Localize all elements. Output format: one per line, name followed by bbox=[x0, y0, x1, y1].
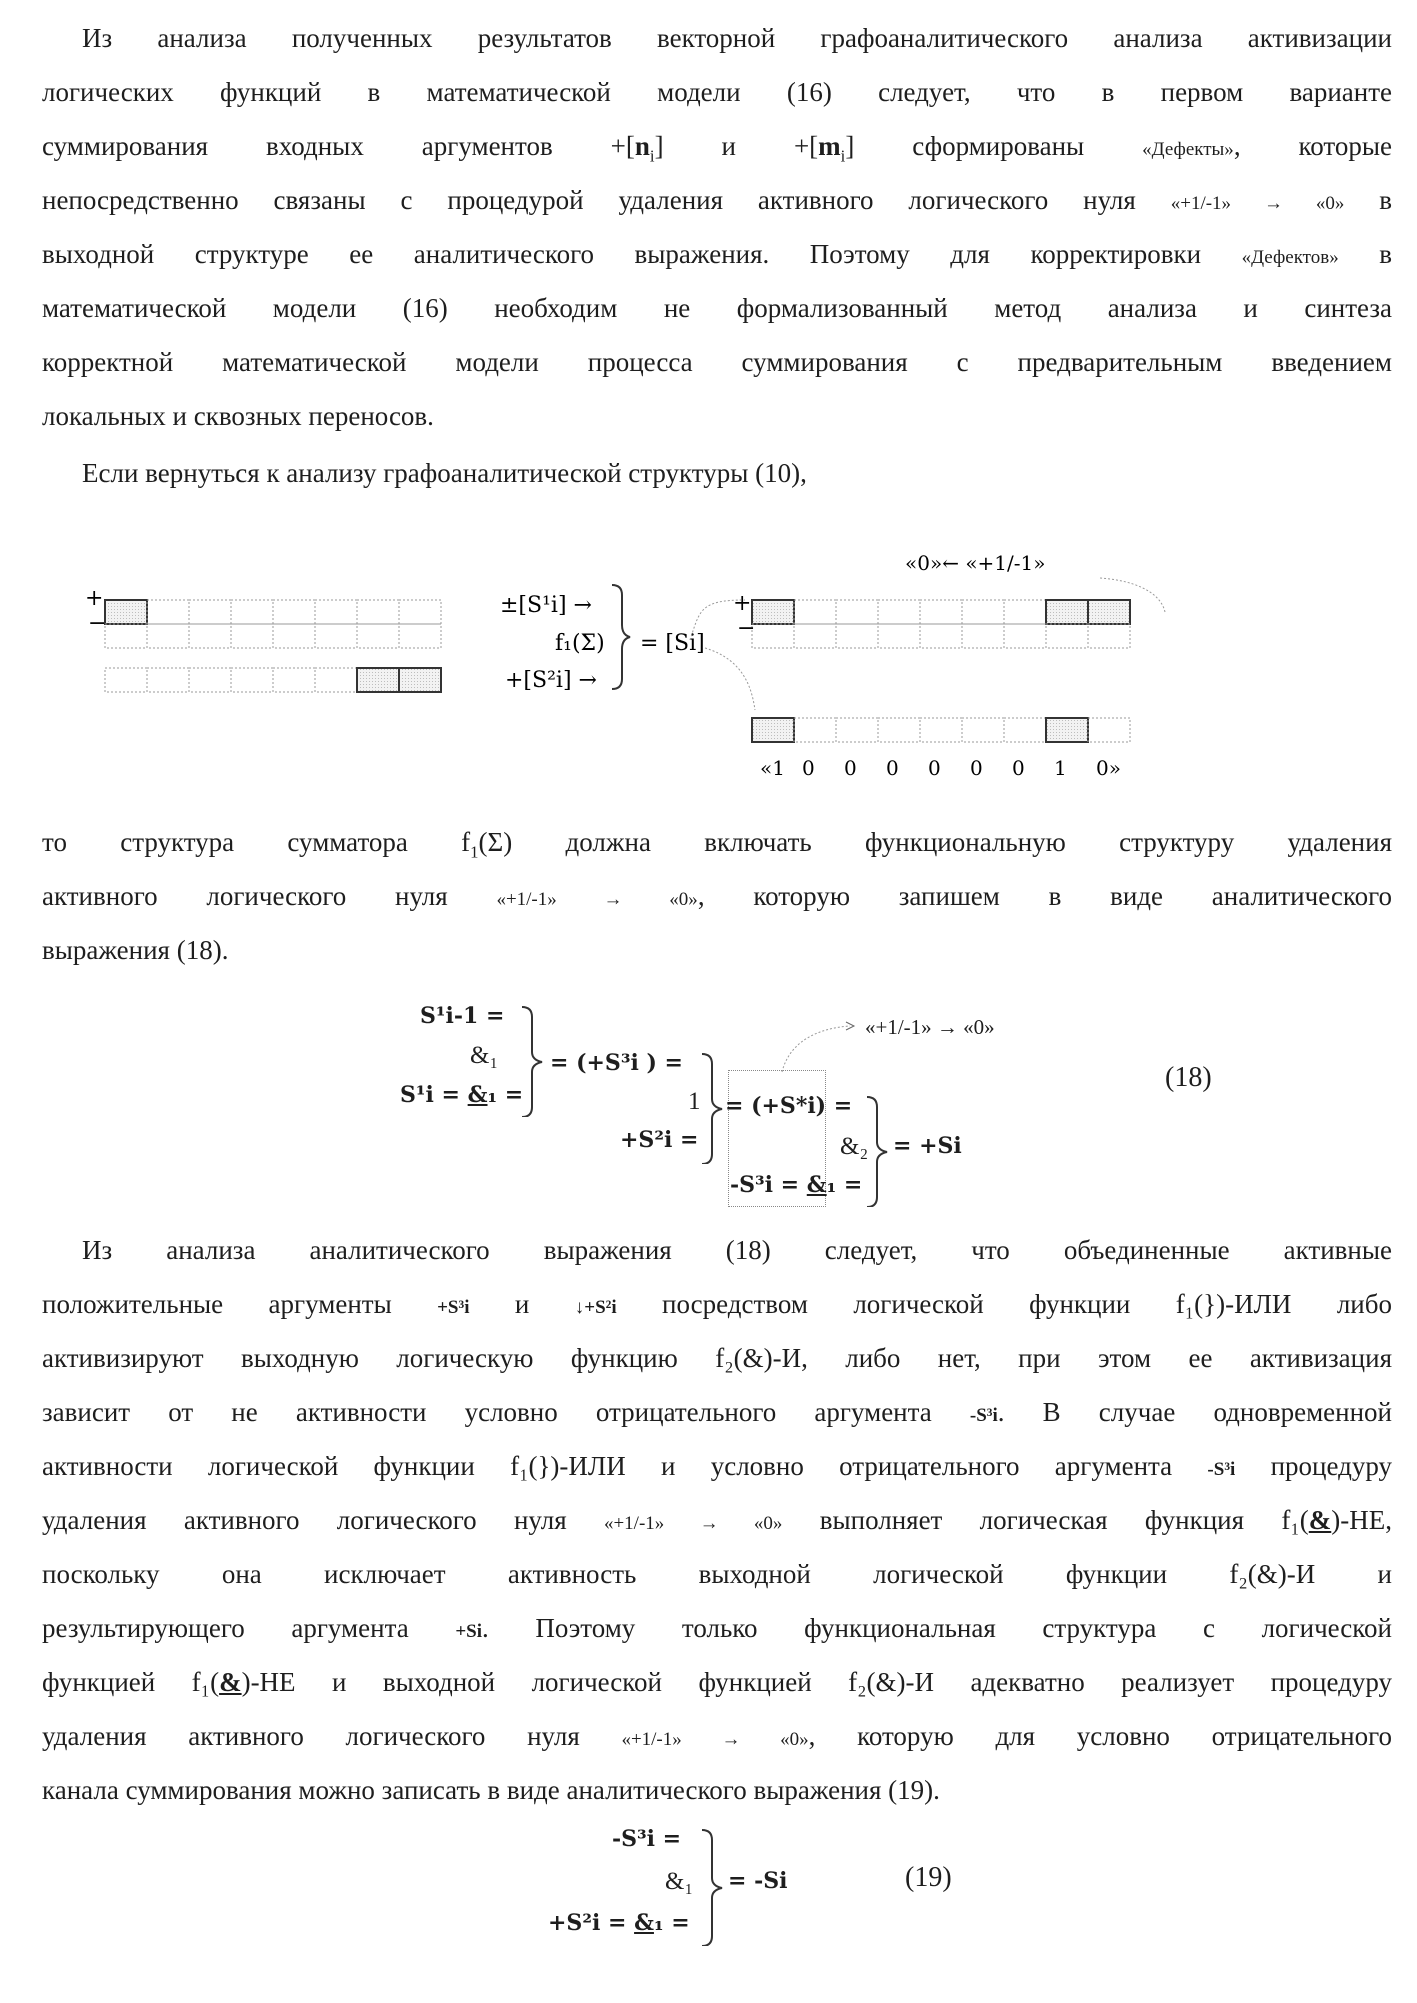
register-cell bbox=[1088, 600, 1130, 624]
register-cell bbox=[1046, 718, 1088, 742]
register-cell bbox=[878, 624, 920, 648]
register-cell bbox=[399, 668, 441, 692]
underlined-amp: & bbox=[634, 1910, 654, 1936]
eq-operator: &₂ bbox=[840, 1133, 868, 1161]
text-line: Из анализа аналитического выражения (18) следует, что объединенные активные bbox=[82, 1230, 1392, 1270]
text: результирующего аргумента bbox=[42, 1613, 455, 1643]
text: f bbox=[461, 827, 470, 857]
register-cell bbox=[752, 600, 794, 624]
register-cell bbox=[794, 600, 836, 624]
plus-sign: + bbox=[733, 591, 751, 616]
register-si bbox=[752, 600, 1130, 648]
eq-operator: 1 bbox=[688, 1088, 701, 1116]
underlined-amp: & bbox=[219, 1667, 242, 1697]
text: активного логического нуля bbox=[42, 881, 496, 911]
text-line: выражения (18). bbox=[42, 930, 1392, 970]
text: удаления активного логического нуля bbox=[42, 1505, 604, 1535]
zero-annotation: «0»← «+1/-1» bbox=[905, 551, 1046, 575]
text-line: Из анализа полученных результатов векторной графоаналитического анализа активизации bbox=[82, 18, 1392, 58]
input-s1-label: ±[S¹i] → bbox=[500, 593, 592, 618]
argument: +S³i bbox=[437, 1297, 469, 1318]
brace bbox=[865, 1095, 895, 1207]
text: непосредственно связаны с процедурой удаления активного логического нуля bbox=[42, 185, 1171, 215]
eq-term bbox=[548, 1910, 690, 1936]
text: . В случае одновременной bbox=[998, 1397, 1392, 1427]
eq-term bbox=[400, 1082, 523, 1108]
text-line: корректной математической модели процесса суммирования с предварительным введением bbox=[42, 342, 1392, 382]
text: )-НЕ и выходной логической функцией f₂(&)-И адекватно реализует процедуру bbox=[242, 1667, 1392, 1697]
eq-term: S¹i-1 = bbox=[420, 1003, 504, 1029]
register-cell bbox=[399, 600, 441, 624]
register-cell bbox=[105, 624, 147, 648]
text: зависит от не активности условно отрицательного аргумента bbox=[42, 1397, 970, 1427]
text: +[ bbox=[794, 131, 818, 161]
zero-notation: «+1/-1» → «0» bbox=[1171, 193, 1345, 214]
result-bit: 0 bbox=[802, 756, 815, 780]
text-line: математической модели (16) необходим не формализованный метод анализа и синтеза bbox=[42, 288, 1392, 328]
text-line bbox=[42, 126, 1392, 176]
eq-term: = (+S*i) = bbox=[725, 1093, 852, 1119]
underlined-amp: & bbox=[468, 1082, 488, 1108]
text: . Поэтому только функциональная структура с логической bbox=[482, 1613, 1392, 1643]
text-line bbox=[42, 822, 1392, 872]
result-bit: «1 bbox=[760, 756, 785, 780]
text: ₁ = bbox=[654, 1910, 690, 1936]
register-cell bbox=[315, 600, 357, 624]
register-cell bbox=[794, 718, 836, 742]
text: процедуру bbox=[1235, 1451, 1392, 1481]
quote-defects: «Дефектов» bbox=[1242, 247, 1339, 268]
register-cell bbox=[878, 718, 920, 742]
text: должна включать функциональную структуру удаления bbox=[512, 827, 1392, 857]
underlined-amp: & bbox=[807, 1172, 827, 1198]
register-cell bbox=[357, 600, 399, 624]
argument: -S³i bbox=[970, 1405, 998, 1426]
text-line bbox=[42, 1662, 1392, 1702]
register-cell bbox=[189, 600, 231, 624]
text: , которую запишем в виде аналитического bbox=[698, 881, 1392, 911]
argument: ↓+S²i bbox=[575, 1297, 617, 1318]
text: и bbox=[664, 131, 794, 161]
text-line bbox=[42, 1284, 1392, 1328]
register-cell bbox=[147, 668, 189, 692]
register-cell bbox=[752, 624, 794, 648]
register-cell bbox=[189, 668, 231, 692]
text: (Σ) bbox=[479, 827, 513, 857]
subscript: 1 bbox=[470, 842, 478, 861]
register-cell bbox=[147, 624, 189, 648]
text-line bbox=[42, 1500, 1392, 1544]
register-cell bbox=[878, 600, 920, 624]
result-bit: 0» bbox=[1096, 756, 1121, 780]
text: активности логической функции f₁(})-ИЛИ и условно отрицательного аргумента bbox=[42, 1451, 1207, 1481]
zero-notation: «+1/-1» → «0» bbox=[604, 1513, 782, 1534]
register-result bbox=[752, 718, 1130, 742]
text-line bbox=[42, 1392, 1392, 1436]
register-cell bbox=[273, 668, 315, 692]
text-line: активизируют выходную логическую функцию f₂(&)-И, либо нет, при этом ее активизация bbox=[42, 1338, 1392, 1378]
brace bbox=[520, 1005, 550, 1117]
text: -S³i = bbox=[730, 1172, 807, 1198]
text: посредством логической функции f₁(})-ИЛИ либо bbox=[617, 1289, 1392, 1319]
text-line bbox=[42, 1446, 1392, 1490]
eq-operator: &₁ bbox=[665, 1868, 693, 1896]
symbol-m: m bbox=[818, 131, 841, 161]
register-s2 bbox=[105, 668, 441, 692]
register-cell bbox=[105, 600, 147, 624]
register-cell bbox=[357, 668, 399, 692]
text: +S²i = bbox=[548, 1910, 634, 1936]
result-bit: 0 bbox=[1012, 756, 1025, 780]
text: ] bbox=[845, 131, 854, 161]
subscript: i bbox=[650, 146, 655, 165]
register-cell bbox=[836, 718, 878, 742]
register-cell bbox=[920, 600, 962, 624]
text-line bbox=[42, 1716, 1392, 1760]
plus-sign: + bbox=[85, 586, 103, 611]
text: в bbox=[1344, 185, 1392, 215]
equation-number: (18) bbox=[1165, 1062, 1212, 1094]
register-cell bbox=[794, 624, 836, 648]
text: )-НЕ, bbox=[1331, 1505, 1392, 1535]
register-cell bbox=[1046, 600, 1088, 624]
eq-result: = +Si bbox=[893, 1133, 962, 1159]
register-cell bbox=[920, 624, 962, 648]
text: S¹i = bbox=[400, 1082, 468, 1108]
brace bbox=[700, 1828, 730, 1946]
text-line bbox=[42, 234, 1392, 278]
text: в bbox=[1339, 239, 1392, 269]
text: сформированы bbox=[854, 131, 1142, 161]
text: то структура сумматора bbox=[42, 827, 461, 857]
register-cell bbox=[1088, 718, 1130, 742]
symbol-n: n bbox=[635, 131, 650, 161]
register-cell bbox=[962, 600, 1004, 624]
brace bbox=[612, 585, 630, 689]
text: ₁ = bbox=[488, 1082, 524, 1108]
argument: -S³i bbox=[1207, 1459, 1235, 1480]
result-bits bbox=[760, 756, 1121, 780]
text: +[ bbox=[611, 131, 635, 161]
result-bit: 1 bbox=[1054, 756, 1067, 780]
function-label: f₁(Σ) bbox=[555, 631, 605, 656]
zero-notation: «+1/-1» → «0» bbox=[496, 889, 697, 910]
text-line: канала суммирования можно записать в виде аналитического выражения (19). bbox=[42, 1770, 1392, 1810]
text: , которую для условно отрицательного bbox=[809, 1721, 1392, 1751]
register-cell bbox=[273, 624, 315, 648]
text-line: локальных и сквозных переносов. bbox=[42, 396, 1392, 436]
text-line: поскольку она исключает активность выходной логической функции f₂(&)-И и bbox=[42, 1554, 1392, 1594]
register-cell bbox=[1046, 624, 1088, 648]
paragraph-2: Если вернуться к анализу графоаналитической структуры (10), bbox=[82, 453, 1392, 493]
register-cell bbox=[962, 624, 1004, 648]
register-cell bbox=[147, 600, 189, 624]
equation-number: (19) bbox=[905, 1862, 952, 1894]
zero-notation: «+1/-1» → «0» bbox=[621, 1729, 808, 1750]
eq-result: = -Si bbox=[728, 1868, 787, 1894]
text-line bbox=[42, 876, 1392, 920]
register-cell bbox=[357, 624, 399, 648]
text: ₁ = bbox=[827, 1172, 863, 1198]
connector-arrow bbox=[705, 648, 755, 710]
register-cell bbox=[399, 624, 441, 648]
register-cell bbox=[1004, 600, 1046, 624]
register-cell bbox=[231, 668, 273, 692]
minus-sign: − bbox=[88, 611, 106, 636]
register-cell bbox=[189, 624, 231, 648]
eq-term: = (+S³i ) = bbox=[550, 1050, 683, 1076]
register-s1 bbox=[105, 600, 441, 648]
text-line: логических функций в математической модели (16) следует, что в первом варианте bbox=[42, 72, 1392, 112]
register-cell bbox=[315, 668, 357, 692]
text: выходной структуре ее аналитического выражения. Поэтому для корректировки bbox=[42, 239, 1242, 269]
eq-term bbox=[730, 1172, 862, 1198]
text: и bbox=[469, 1289, 574, 1319]
diagram-10 bbox=[0, 540, 1417, 790]
text: положительные аргументы bbox=[42, 1289, 437, 1319]
register-cell bbox=[1088, 624, 1130, 648]
register-cell bbox=[231, 624, 273, 648]
argument: +Si bbox=[455, 1621, 482, 1642]
register-cell bbox=[962, 718, 1004, 742]
text: ] bbox=[655, 131, 664, 161]
result-bit: 0 bbox=[970, 756, 983, 780]
annotation-arrow bbox=[780, 1020, 860, 1075]
register-cell bbox=[1004, 624, 1046, 648]
result-bit: 0 bbox=[886, 756, 899, 780]
zero-annotation: «+1/-1» → «0» bbox=[865, 1015, 995, 1040]
output-si-label: = [Si] bbox=[640, 631, 705, 656]
quote-defects: «Дефекты» bbox=[1142, 139, 1234, 160]
input-s2-label: +[S²i] → bbox=[505, 668, 597, 693]
text: функцией f₁( bbox=[42, 1667, 219, 1697]
text: , которые bbox=[1234, 131, 1392, 161]
underlined-amp: & bbox=[1309, 1505, 1332, 1535]
eq-term: -S³i = bbox=[612, 1826, 681, 1852]
text: суммирования входных аргументов bbox=[42, 131, 611, 161]
register-cell bbox=[836, 624, 878, 648]
subscript: i bbox=[841, 146, 846, 165]
text: выполняет логическая функция f₁( bbox=[782, 1505, 1308, 1535]
register-cell bbox=[105, 668, 147, 692]
result-bit: 0 bbox=[928, 756, 941, 780]
text-line bbox=[42, 1608, 1392, 1652]
eq-operator: &₁ bbox=[470, 1042, 498, 1070]
register-cell bbox=[920, 718, 962, 742]
register-cell bbox=[231, 600, 273, 624]
register-cell bbox=[836, 600, 878, 624]
result-bit: 0 bbox=[844, 756, 857, 780]
eq-term: +S²i = bbox=[620, 1127, 698, 1153]
minus-sign: − bbox=[737, 616, 755, 641]
text-line bbox=[42, 180, 1392, 224]
register-cell bbox=[315, 624, 357, 648]
register-cell bbox=[1004, 718, 1046, 742]
text: удаления активного логического нуля bbox=[42, 1721, 621, 1751]
register-cell bbox=[752, 718, 794, 742]
register-cell bbox=[273, 600, 315, 624]
